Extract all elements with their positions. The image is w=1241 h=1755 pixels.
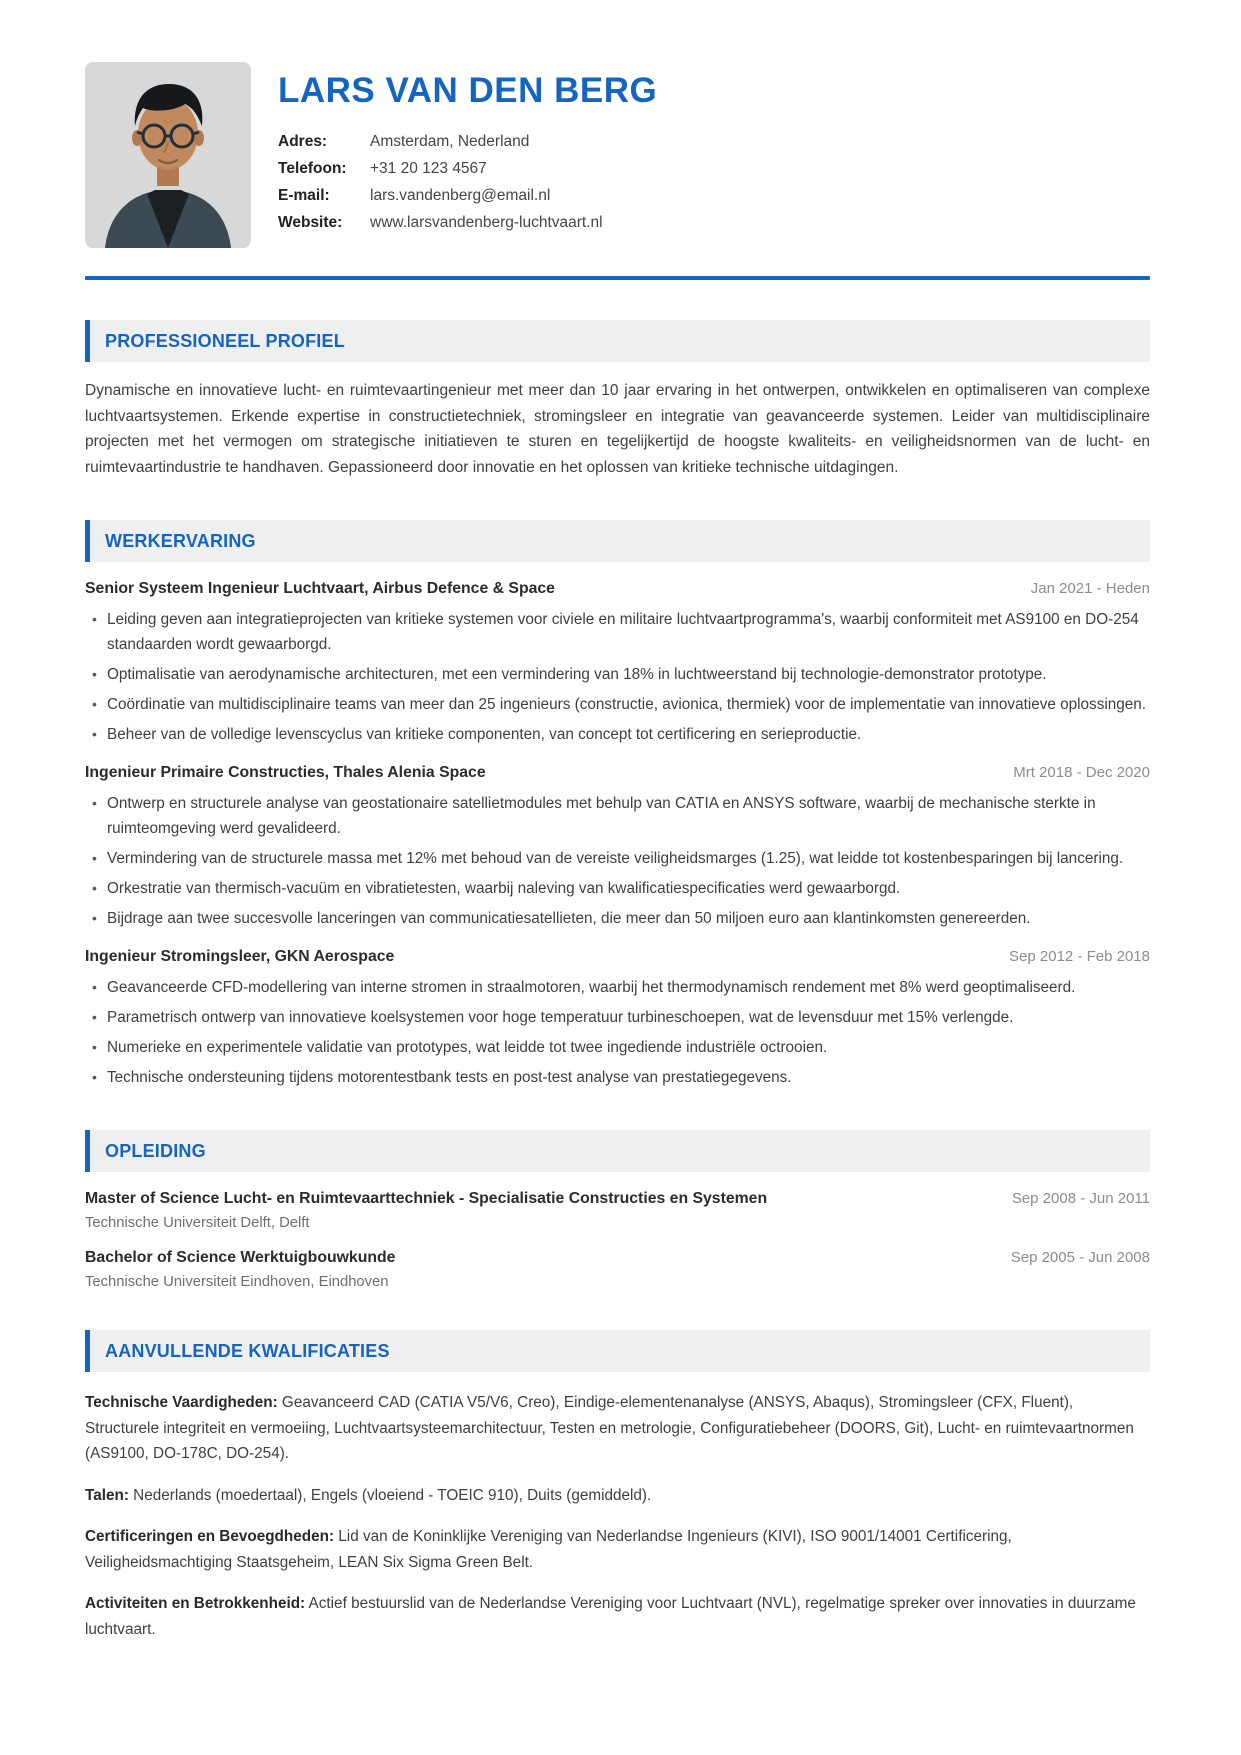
degree-title: Master of Science Lucht- en Ruimtevaarttechniek - Specialisatie Constructies en Systemen (85, 1190, 768, 1207)
job-bullet: • Parametrisch ontwerp van innovatieve koelsystemen voor hoge temperatuur turbineschoepen, wat de levensduur met 15% verlengde. (85, 1005, 1150, 1030)
qualification-label: Technische Vaardigheden: (85, 1394, 278, 1411)
job-bullet: • Beheer van de volledige levenscyclus van kritieke componenten, van concept tot certificering en serieproductie. (85, 722, 1150, 747)
job-bullet: • Leiding geven aan integratieprojecten van kritieke systemen voor civiele en militaire luchtvaartprogramma's, waarbij conformiteit met AS9100 en DO-254 standaarden wordt gewaarborgd. (85, 607, 1150, 657)
qualification-text: Geavanceerd CAD (CATIA V5/V6, Creo), Eindige-elementenanalyse (ANSYS, Abaqus), Stromingsleer (CFX, Fluent), Structurele integriteit en vermoeiing, Luchtvaartsysteemarchitectuur, Testen en metrologie, Configuratiebeheer (DOORS, Git), Lucht- en ruimtevaartnormen (AS9100, DO-178C, DO-254). (85, 1394, 1134, 1462)
degree-dates: Sep 2008 - Jun 2011 (1011, 1190, 1150, 1207)
degree-title: Bachelor of Science Werktuigbouwkunde (85, 1249, 396, 1266)
header-info (278, 62, 657, 248)
qualification-item (85, 1591, 1150, 1642)
job-bullet: • Ontwerp en structurele analyse van geostationaire satellietmodules met behulp van CATIA en ANSYS software, waarbij de mechanische sterkte in ruimteomgeving werd gevalideerd. (85, 791, 1150, 841)
job-bullet: • Bijdrage aan twee succesvolle lanceringen van communicatiesatellieten, die meer dan 50 miljoen euro aan klantinkomsten genereerden. (85, 906, 1150, 931)
job-bullet: • Optimalisatie van aerodynamische architecturen, met een vermindering van 18% in luchtweerstand bij technologie-demonstrator prototype. (85, 662, 1150, 687)
job-bullet: • Orkestratie van thermisch-vacuüm en vibratietesten, waarbij naleving van kwalificatiespecificaties werd gewaarborgd. (85, 876, 1150, 901)
contact-value-website: www.larsvandenberg-luchtvaart.nl (370, 214, 603, 231)
degree-head (85, 1249, 1150, 1267)
avatar-illustration (85, 62, 251, 248)
contact-label-email: E-mail: (278, 187, 330, 204)
job-head (85, 764, 1150, 782)
job-bullets (85, 607, 1150, 747)
job-bullets (85, 791, 1150, 931)
profile-paragraph: Dynamische en innovatieve lucht- en ruimtevaartingenieur met meer dan 10 jaar ervaring in het ontwerpen, ontwikkelen en optimaliseren van complexe luchtvaartsystemen. Erkende expertise in constructietechniek, stromingsleer en integratie van geavanceerde systemen. Leider van multidisciplinaire projecten met het vermogen om strategische initiatieven te sturen en tegelijkertijd de hoogste kwaliteits- en veiligheidsnormen van de lucht- en ruimtevaartindustrie te handhaven. Gepassioneerd door innovatie en het oplossen van kritieke technische uitdagingen. (85, 382, 1150, 476)
qualification-label: Talen: (85, 1486, 129, 1504)
qualification-text: Lid van de Koninklijke Vereniging van Nederlandse Ingenieurs (KIVI), ISO 9001/14001 Certificering, Veiligheidsmachtiging Staatsgeheim, LEAN Six Sigma Green Belt. (85, 1528, 1012, 1571)
degree-school: Technische Universiteit Eindhoven, Eindhoven (85, 1274, 389, 1290)
job-dates: Sep 2012 - Feb 2018 (1009, 948, 1150, 965)
qualification-item (85, 1390, 1150, 1467)
job-entry (85, 948, 1150, 1090)
job-head (85, 948, 1150, 966)
degree-head (85, 1190, 1150, 1208)
contact-label-address: Adres: (278, 133, 328, 150)
job-bullets (85, 975, 1150, 1090)
job-bullet: • Technische ondersteuning tijdens motorentestbank tests en post-test analyse van prestatiegegevens. (85, 1065, 1150, 1090)
job-title: Senior Systeem Ingenieur Luchtvaart, Airbus Defence & Space (85, 580, 555, 597)
header (85, 62, 1150, 248)
contact-label-phone: Telefoon: (278, 160, 347, 177)
section-title-experience: WERKERVARING (105, 530, 256, 551)
job-bullet: • Numerieke en experimentele validatie van prototypes, wat leidde tot twee ingediende industriële octrooien. (85, 1035, 1150, 1060)
qualification-text: Actief bestuurslid van de Nederlandse Vereniging voor Luchtvaart (NVL), regelmatige spreker over innovaties in duurzame luchtvaart. (85, 1595, 1136, 1638)
degree-entry (85, 1190, 1150, 1231)
candidate-name: LARS VAN DEN BERG (278, 71, 658, 110)
section-title-profile: PROFESSIONEEL PROFIEL (105, 330, 345, 351)
job-bullet: • Vermindering van de structurele massa met 12% met behoud van de vereiste veiligheidsmarges (1.25), wat leidde tot kostenbesparingen bij lancering. (85, 846, 1150, 871)
qualification-text: Nederlands (moedertaal), Engels (vloeiend - TOEIC 910), Duits (gemiddeld). (128, 1486, 652, 1504)
contact-value-address: Amsterdam, Nederland (370, 133, 530, 150)
degree-school: Technische Universiteit Delft, Delft (85, 1215, 310, 1231)
job-dates: Jan 2021 - Heden (1030, 580, 1150, 597)
section-header-qualifications (85, 1330, 1150, 1372)
job-title: Ingenieur Stromingsleer, GKN Aerospace (85, 948, 395, 965)
contact-block (278, 133, 657, 232)
section-header-profile (85, 320, 1150, 362)
qualification-item (85, 1483, 1150, 1509)
section-header-experience (85, 520, 1150, 562)
profile-photo (85, 62, 251, 248)
job-head (85, 580, 1150, 598)
contact-value-phone: +31 20 123 4567 (370, 160, 487, 177)
job-title: Ingenieur Primaire Constructies, Thales Alenia Space (85, 764, 486, 781)
contact-label-website: Website: (278, 214, 343, 231)
section-header-education (85, 1130, 1150, 1172)
header-divider (85, 276, 1150, 280)
contact-value-email: lars.vandenberg@email.nl (370, 187, 551, 204)
degree-entry (85, 1249, 1150, 1290)
section-title-qualifications: AANVULLENDE KWALIFICATIES (105, 1340, 390, 1361)
job-bullet: • Geavanceerde CFD-modellering van interne stromen in straalmotoren, waarbij het thermodynamisch rendement met 8% werd geoptimaliseerd. (85, 975, 1150, 1000)
degree-dates: Sep 2005 - Jun 2008 (1010, 1249, 1150, 1266)
qualification-label: Certificeringen en Bevoegdheden: (85, 1528, 335, 1545)
job-bullet: • Coördinatie van multidisciplinaire teams van meer dan 25 ingenieurs (constructie, avionica, thermiek) voor de implementatie van innovatieve oplossingen. (85, 692, 1150, 717)
job-dates: Mrt 2018 - Dec 2020 (1013, 764, 1150, 781)
job-entry (85, 580, 1150, 747)
job-entry (85, 764, 1150, 931)
qualification-label: Activiteiten en Betrokkenheid: (85, 1595, 306, 1612)
section-title-education: OPLEIDING (105, 1140, 206, 1161)
qualification-item (85, 1524, 1150, 1575)
